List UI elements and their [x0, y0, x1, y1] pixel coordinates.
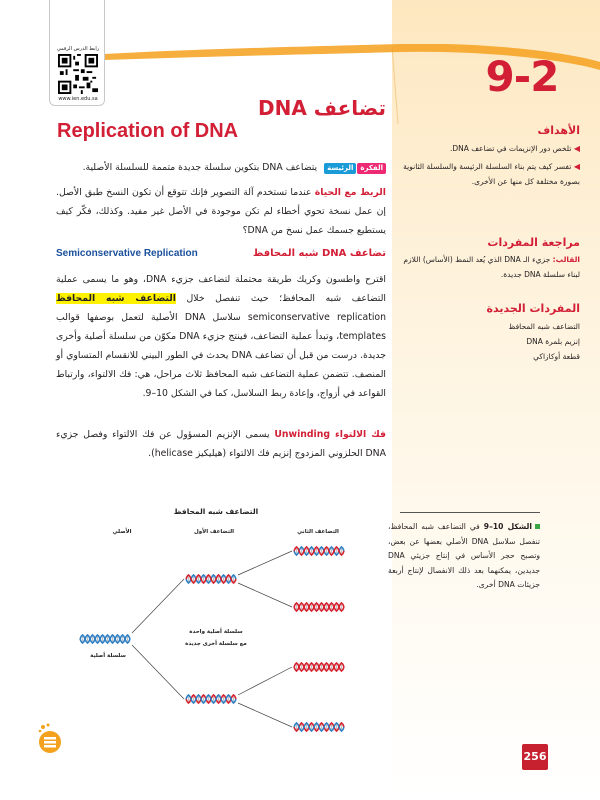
mid-label-1: سلسلة أصلية واحدة — [189, 629, 243, 635]
original-dna-helix — [80, 635, 130, 643]
mid-label-2: مع سلسلة أخرى جديدة — [185, 641, 247, 647]
caption-marker-icon — [535, 524, 540, 529]
original-strand-label: سلسلة أصلية — [90, 653, 126, 659]
objective-item: ◀ تفسر كيف يتم بناء السلسلة الرئيسة والسلسلة الثانوية بصورة مختلفة كل منها عن الأخرى. — [403, 162, 580, 186]
caption-text: في التضاعف شبه المحافظ، تنفصل سلاسل DNA الأصلي بعضها عن بعض، وتصبح حجر الأساس في إنتاج جزيئي DNA جديدين، يمكنهما بعد ذلك الانفصال لإنتاج أربعة جزيئات DNA أخرى. — [388, 522, 541, 589]
review-term: القالب: — [552, 255, 580, 264]
col-original-label: الأصلي — [112, 529, 132, 535]
second-gen-helix-4 — [294, 723, 344, 731]
second-gen-helix-2 — [294, 603, 344, 611]
new-vocab-box — [400, 302, 580, 364]
lesson-title-en: Replication of DNA — [57, 120, 239, 142]
second-gen-helix-3 — [294, 663, 344, 671]
second-gen-helix-1 — [294, 547, 344, 555]
section-heading-en: Semiconservative Replication — [56, 248, 198, 259]
bullet-icon: ◀ — [571, 144, 580, 153]
col-second-label: التضاعف الثاني — [297, 529, 339, 535]
lesson-title-ar: تضاعف DNA — [258, 96, 386, 120]
real-life-text: عندما تستخدم آلة التصوير فإنك تتوقع أن تكون النسخ طبق الأصل. إن عمل نسخة تحوي أخطاء لم تكن موجودة في الأصل غير مفيد. وكذلك، فكّر كيف يستطيع جسمك عمل نسخ من DNA؟ — [56, 187, 386, 236]
real-life-paragraph — [56, 183, 386, 240]
highlight-term: التضاعف شبه المحافظ — [56, 293, 176, 304]
first-gen-helix-bottom — [186, 695, 236, 703]
bullet-icon: ◀ — [571, 162, 580, 171]
branch-line — [132, 579, 184, 633]
para-1a: اقترح واطسون وكريك طريقة محتملة لتضاعف جزيء DNA، وهو ما يسمى عملية التضاعف شبه المحافظ؛ حيث تنفصل خلال — [56, 274, 387, 304]
qr-title: رابط الدرس الرقمي — [56, 46, 100, 52]
lesson-number: 9-2 — [485, 52, 559, 101]
main-idea-badge-2: الرئيسة — [324, 163, 356, 174]
qr-tab[interactable] — [49, 0, 105, 106]
main-idea-text: يتضاعف DNA بتكوين سلسلة جديدة متممة للسلسلة الأصلية. — [82, 162, 318, 173]
col-first-label: التضاعف الأول — [193, 529, 235, 535]
unwinding-text: يسمى الإنزيم المسؤول عن فك الالتواء وفصل جزيء DNA الحلزوني المزدوج إنزيم فك الالتواء (هيليكيز helicase). — [56, 429, 386, 459]
objective-item: ◀ تلخص دور الإنزيمات في تضاعف DNA. — [449, 144, 580, 153]
review-text: القالب: جزيء الـ DNA الذي يُعد النمط (الأساس) اللازم لبناء سلسلة DNA جديدة. — [403, 255, 580, 279]
qr-code-icon[interactable] — [58, 54, 98, 94]
page-number: 256 — [522, 744, 548, 770]
section-heading-ar: تضاعف DNA شبه المحافظ — [252, 248, 386, 259]
caption-figure-ref: الشكل 10–9 — [483, 522, 532, 531]
section-heading — [56, 248, 386, 259]
unwinding-label: فك الالتواء Unwinding — [274, 429, 386, 440]
figure-caption — [388, 520, 540, 593]
unwinding-paragraph — [56, 425, 386, 463]
semiconservative-paragraph — [56, 270, 386, 403]
caption-divider — [400, 512, 540, 513]
vocab-review-box — [400, 236, 580, 282]
branch-line — [132, 645, 184, 699]
qr-url[interactable]: www.ien.edu.sa — [58, 96, 98, 102]
branch-line — [238, 667, 292, 695]
new-vocab-title: المفردات الجديدة — [486, 302, 580, 315]
main-idea-badge-1: الفكرة — [357, 163, 386, 174]
vocab-item[interactable]: إنزيم بلمرة DNA — [526, 337, 580, 346]
replication-diagram — [78, 505, 354, 740]
objectives-title: الأهداف — [537, 124, 580, 137]
first-gen-helix-top — [186, 575, 236, 583]
branch-line — [238, 583, 292, 607]
real-life-label: الربط مع الحياة — [314, 187, 386, 198]
vocab-item[interactable]: قطعة أوكازاكي — [533, 352, 580, 361]
review-title: مراجعة المفردات — [487, 236, 580, 249]
branch-line — [238, 551, 292, 575]
para-1b: semiconservative replication سلاسل DNA الأصلية لتعمل بوصفها قوالب templates، وتبدأ عملية التضاعف، فينتج جزيء DNA مكوّن من سلسلة أصلية وأخرى جديدة. درست من قبل أن تضاعف DNA يحدث في الطور البيني للانقسام المتساوي أو المنصف. تتضمن عملية التضاعف شبه المحافظ ثلاث مراحل، هي: فك الالتواء، وارتباط القواعد في أزواج، وإعادة ربط السلاسل، كما في الشكل 10–9. — [56, 312, 387, 399]
replication-figure — [78, 505, 354, 740]
branch-line — [238, 703, 292, 727]
figure-title: التضاعف شبه المحافظ — [173, 507, 259, 516]
publisher-logo-icon — [35, 722, 65, 756]
main-idea-paragraph — [56, 158, 386, 177]
vocab-item[interactable]: التضاعف شبه المحافظ — [508, 322, 580, 331]
objectives-box — [400, 124, 580, 189]
